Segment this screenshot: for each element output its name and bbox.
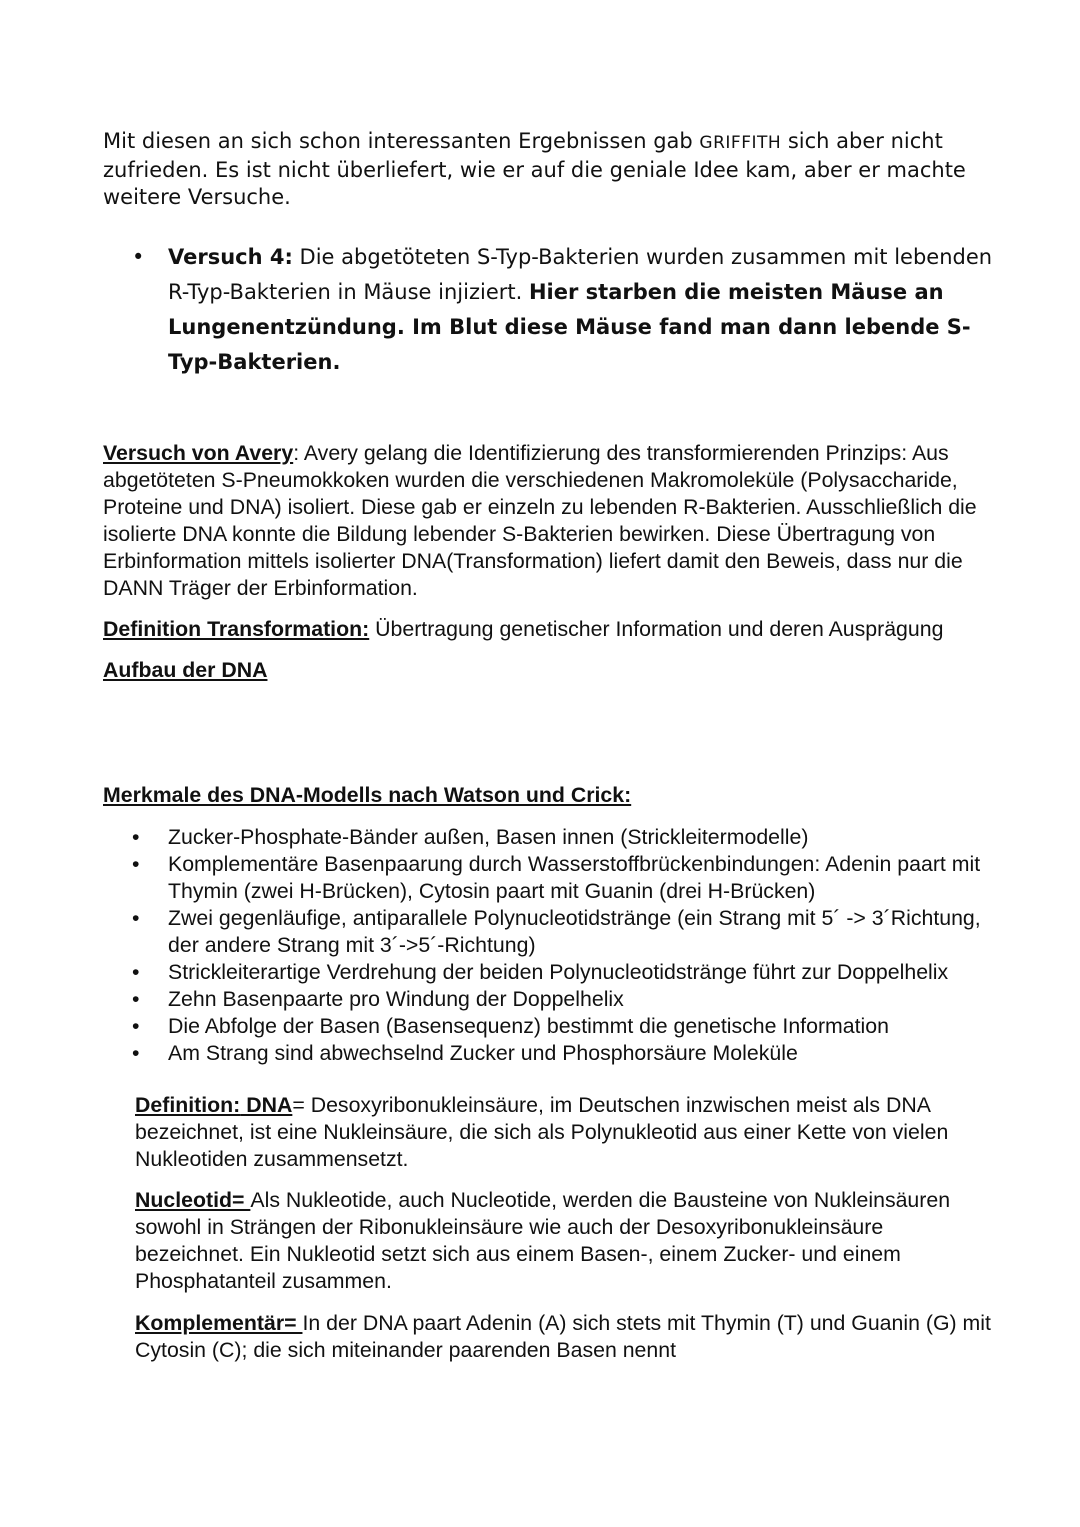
list-item [132,905,1012,959]
list-item-text: Am Strang sind abwechselnd Zucker und Phosphorsäure Moleküle [168,1041,798,1065]
definition-transformation-text: Übertragung genetischer Information und deren Ausprägung [369,617,944,641]
bullet-icon: • [132,245,145,269]
definition-dna-heading: Definition: [135,1093,241,1117]
definition-komplementaer [135,1310,995,1364]
versuch-4-body: Die abgetöteten S-Typ-Bakterien wurden zusammen mit lebenden R-Typ-Bakterien in Mäuse injiziert. [168,245,993,304]
avery-heading: Versuch von Avery [103,441,294,465]
definition-dna [135,1092,995,1173]
komplementaer-heading: Komplementär= [135,1311,303,1335]
griffith-name: GRIFFITH [699,133,782,153]
definition-transformation-heading: Definition Transformation: [103,617,370,641]
nucleotid-heading: Nucleotid= [135,1188,251,1212]
aufbau-heading-line [103,657,1003,684]
definition-dna-text: = Desoxyribonukleinsäure, im Deutschen inzwischen meist als DNA bezeichnet, ist eine Nukleinsäure, die sich als Polynukleotid aus einer Kette von vielen Nukleotiden zusammensetzt. [135,1093,949,1171]
list-item-text: Die Abfolge der Basen (Basensequenz) bestimmt die genetische Information [168,1014,889,1038]
bullet-icon: • [132,825,140,849]
avery-text: : Avery gelang die Identifizierung des transformierenden Prinzips: Aus abgetöteten S-Pneumokkoken wurden die verschiedenen Makromoleküle (Polysaccharide, Proteine und DNA) isoliert. Diese gab er einzeln zu lebenden R-Bakterien. Ausschließlich die isolierte DNA konnte die Bildung lebender S-Bakterien bewirken. Diese Übertragung von Erbinformation mittels isolierter DNA(Transformation) liefert damit den Beweis, dass nur die DANN Träger der Erbinformation. [103,441,977,600]
bullet-icon: • [132,1014,140,1038]
nucleotid-text: Als Nukleotide, auch Nucleotide, werden die Bausteine von Nukleinsäuren sowohl in Strängen der Ribonukleinsäure wie auch der Desoxyribonukleinsäure bezeichnet. Ein Nukleotid setzt sich aus einem Basen-, einem Zucker- und einem Phosphatanteil zusammen. [135,1188,951,1293]
list-item-text: Komplementäre Basenpaarung durch Wasserstoffbrückenbindungen: Adenin paart mit Thymin (zwei H-Brücken), Cytosin paart mit Guanin (drei H-Brücken) [168,852,981,903]
bullet-icon: • [132,987,140,1011]
definition-nucleotid [135,1187,995,1295]
bullet-icon: • [132,852,140,876]
merkmale-heading-line [103,782,1003,809]
list-item [132,1040,1012,1067]
versuch-4-item [132,240,1012,380]
list-item [132,824,1012,851]
list-item-text: Strickleiterartige Verdrehung der beiden Polynucleotidstränge führt zur Doppelhelix [168,960,949,984]
list-item-text: Zehn Basenpaarte pro Windung der Doppelhelix [168,987,624,1011]
intro-paragraph [103,128,1003,211]
intro-text-start: Mit diesen an sich schon interessanten Ergebnissen gab [103,129,700,153]
versuch-4-label: Versuch 4: [168,245,293,269]
definition-dna-term: DNA [240,1093,293,1117]
versuch-4-result: Hier starben die meisten Mäuse an Lungenentzündung. Im Blut diese Mäuse fand man dann lebende S-Typ-Bakterien. [168,280,971,374]
list-item-text: Zwei gegenläufige, antiparallele Polynucleotidstränge (ein Strang mit 5´ -> 3´Richtung, der andere Strang mit 3´->5´-Richtung) [168,906,981,957]
list-item [132,986,1012,1013]
list-item [132,1013,1012,1040]
merkmale-list [132,824,1012,1067]
definition-transformation [103,616,1003,643]
bullet-icon: • [132,1041,140,1065]
intro-text-end: sich aber nicht zufrieden. Es ist nicht überliefert, wie er auf die geniale Idee kam, aber er machte weitere Versuche. [103,129,966,209]
bullet-icon: • [132,960,140,984]
versuch-4-text [168,240,1012,380]
bullet-icon: • [132,906,140,930]
avery-paragraph [103,440,1003,602]
aufbau-heading: Aufbau der DNA [103,658,268,682]
list-item [132,851,1012,905]
merkmale-heading: Merkmale des DNA-Modells nach Watson und Crick: [103,783,632,807]
list-item [132,959,1012,986]
list-item-text: Zucker-Phosphate-Bänder außen, Basen innen (Strickleitermodelle) [168,825,809,849]
komplementaer-text: In der DNA paart Adenin (A) sich stets mit Thymin (T) und Guanin (G) mit Cytosin (C); die sich miteinander paarenden Basen nennt [135,1311,991,1362]
